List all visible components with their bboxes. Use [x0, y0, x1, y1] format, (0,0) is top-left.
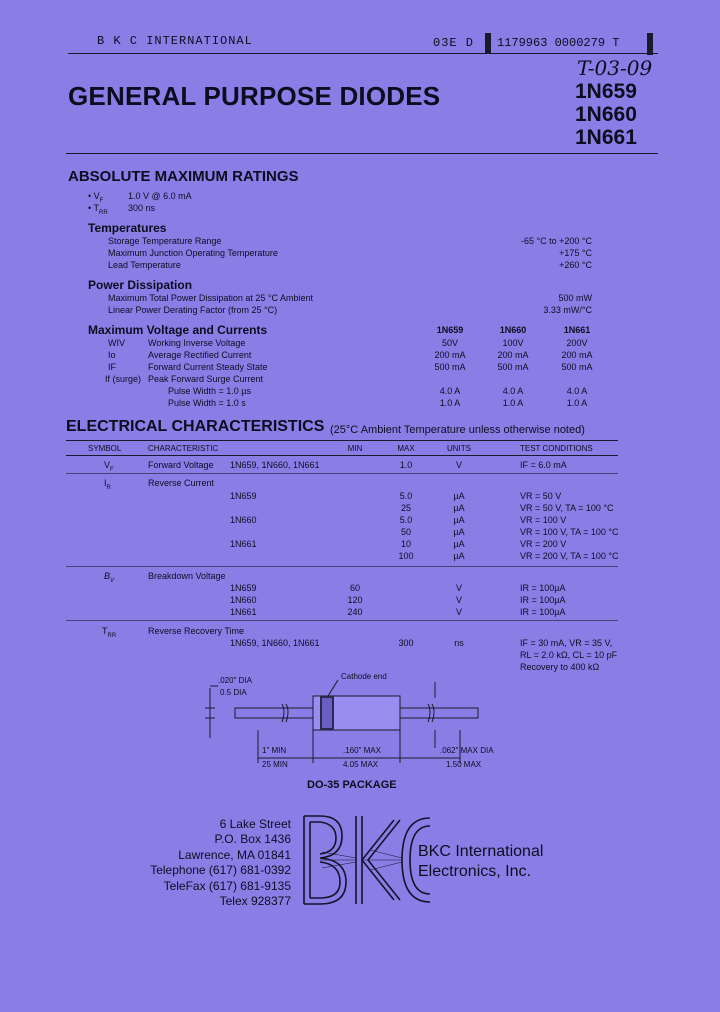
- temp-label-2: Maximum Junction Operating Temperature: [108, 248, 278, 258]
- ir-test: VR = 100 V, TA = 100 °C: [520, 527, 619, 537]
- company-line-2: Electronics, Inc.: [418, 863, 531, 880]
- ec-trr-units: ns: [454, 638, 464, 648]
- voltage-col-1: 1N659: [436, 325, 464, 335]
- temp-label-1: Storage Temperature Range: [108, 236, 222, 246]
- header-code: 03E D: [433, 36, 475, 50]
- trr-symbol: • $T_{RR}$: [88, 203, 108, 216]
- volt-v1-5: 4.0 A: [439, 386, 461, 396]
- col-units: UNITS: [447, 444, 471, 453]
- bv-min: 240: [347, 607, 363, 617]
- company-line-1: BKC International: [418, 843, 544, 860]
- ec-trr-label: Reverse Recovery Time: [148, 626, 245, 636]
- header-bar-1: [485, 33, 491, 53]
- ec-bv-sym: $B_V$: [104, 571, 115, 584]
- ir-units: µA: [453, 515, 465, 525]
- ec-rule-head: [66, 455, 618, 456]
- volt-v2-6: 1.0 A: [502, 398, 524, 408]
- ec-rule-3: [66, 620, 618, 621]
- dim-lead-len: 1" MIN: [262, 746, 287, 755]
- header-rule: [68, 53, 658, 54]
- bv-units: V: [455, 607, 462, 617]
- title-rule: [66, 153, 658, 154]
- ir-part: 1N660: [230, 515, 257, 525]
- volt-label-4: Peak Forward Surge Current: [148, 374, 264, 384]
- volt-label-6: Pulse Width = 1.0 s: [168, 398, 246, 408]
- power-heading: Power Dissipation: [88, 278, 193, 292]
- ir-part: 1N661: [230, 539, 257, 549]
- bv-part: 1N661: [230, 607, 257, 617]
- volt-sym-3: IF: [108, 362, 116, 372]
- ec-trr-test-3: Recovery to 400 kΩ: [520, 662, 600, 672]
- dim-lead-dia-mm: 0.5 DIA: [220, 688, 247, 697]
- voltage-col-2: 1N660: [499, 325, 527, 335]
- voltage-heading: Maximum Voltage and Currents: [88, 323, 268, 337]
- dim-lead-len-mm: 25 MIN: [262, 760, 288, 769]
- ec-trr-parts: 1N659, 1N660, 1N661: [230, 638, 320, 648]
- lead-right: [400, 708, 478, 718]
- bv-part: 1N659: [230, 583, 257, 593]
- volt-label-2: Average Rectified Current: [148, 350, 252, 360]
- ec-trr-max: 300: [398, 638, 414, 648]
- volt-v1-2: 200 mA: [434, 350, 466, 360]
- ir-max: 5.0: [399, 491, 413, 501]
- address-line-5: TeleFax (617) 681-9135: [163, 878, 291, 893]
- address-line-2: P.O. Box 1436: [214, 832, 291, 847]
- dim-body-len: .160" MAX: [343, 746, 381, 755]
- ec-vf-parts: 1N659, 1N660, 1N661: [230, 460, 320, 470]
- ec-trr-sym: $T_{RR}$: [102, 626, 117, 639]
- volt-v3-2: 200 mA: [561, 350, 593, 360]
- ir-max: 50: [400, 527, 411, 537]
- ec-ir-sym: $I_R$: [104, 478, 111, 491]
- vf-value: 1.0 V @ 6.0 mA: [128, 191, 192, 201]
- volt-v2-1: 100V: [502, 338, 524, 348]
- bv-test: IR = 100µA: [520, 595, 566, 605]
- ec-vf-test: IF = 6.0 mA: [520, 460, 567, 470]
- bkc-logo: [298, 812, 434, 908]
- handwritten-code: T-03-09: [577, 56, 653, 80]
- header-company: B K C INTERNATIONAL: [97, 34, 253, 48]
- power-label-2: Linear Power Derating Factor (from 25 °C): [108, 305, 278, 315]
- ir-max: 10: [400, 539, 411, 549]
- ec-vf-sym: $V_F$: [104, 460, 114, 473]
- ir-units: µA: [453, 539, 465, 549]
- package-caption: DO-35 PACKAGE: [307, 779, 397, 791]
- ec-heading: ELECTRICAL CHARACTERISTICS: [66, 418, 325, 435]
- bv-part: 1N660: [230, 595, 257, 605]
- bv-units: V: [455, 595, 462, 605]
- part-number-2: 1N660: [575, 103, 637, 126]
- ec-vf-label: Forward Voltage: [148, 460, 214, 470]
- temp-value-2: +175 °C: [559, 248, 592, 258]
- ec-rule-2: [66, 566, 618, 567]
- part-number-3: 1N661: [575, 126, 637, 149]
- bv-test: IR = 100µA: [520, 607, 566, 617]
- ir-units: µA: [453, 491, 465, 501]
- ir-units: µA: [453, 527, 465, 537]
- volt-v1-6: 1.0 A: [439, 398, 461, 408]
- volt-sym-2: Io: [108, 350, 116, 360]
- bv-min: 120: [347, 595, 363, 605]
- ir-test: VR = 200 V: [520, 539, 567, 549]
- ec-trr-test-1: IF = 30 mA, VR = 35 V,: [520, 638, 613, 648]
- power-label-1: Maximum Total Power Dissipation at 25 °C Ambient: [108, 293, 314, 303]
- ec-vf-max: 1.0: [399, 460, 413, 470]
- amr-heading: ABSOLUTE MAXIMUM RATINGS: [68, 168, 299, 185]
- temp-value-3: +260 °C: [559, 260, 592, 270]
- lead-left: [235, 708, 313, 718]
- volt-v1-3: 500 mA: [434, 362, 466, 372]
- ir-units: µA: [453, 551, 465, 561]
- ec-trr-test-2: RL = 2.0 kΩ, CL = 10 pF: [520, 650, 618, 660]
- cathode-label: Cathode end: [341, 672, 387, 681]
- address-line-6: Telex 928377: [219, 894, 291, 909]
- col-char: CHARACTERISTIC: [148, 444, 219, 453]
- volt-label-3: Forward Current Steady State: [148, 362, 268, 372]
- power-value-1: 500 mW: [558, 293, 592, 303]
- volt-label-5: Pulse Width = 1.0 µs: [168, 386, 251, 396]
- volt-v3-6: 1.0 A: [566, 398, 588, 408]
- ec-ir-label: Reverse Current: [148, 478, 215, 488]
- address-block: [130, 817, 291, 909]
- volt-v3-3: 500 mA: [561, 362, 593, 372]
- col-max: MAX: [397, 444, 415, 453]
- volt-v3-1: 200V: [566, 338, 588, 348]
- ir-max: 5.0: [399, 515, 413, 525]
- volt-sym-1: WIV: [108, 338, 125, 348]
- ec-rule-1: [66, 473, 618, 474]
- ir-max: 100: [398, 551, 414, 561]
- col-symbol: SYMBOL: [88, 444, 122, 453]
- dim-body-len-mm: 4.05 MAX: [343, 760, 379, 769]
- dim-body-dia: .062" MAX DIA: [440, 746, 494, 755]
- part-number-1: 1N659: [575, 80, 637, 103]
- ir-test: VR = 50 V: [520, 491, 562, 501]
- ir-part: 1N659: [230, 491, 257, 501]
- company-block: [418, 842, 543, 882]
- volt-v2-2: 200 mA: [497, 350, 529, 360]
- volt-v2-5: 4.0 A: [502, 386, 524, 396]
- col-test: TEST CONDITIONS: [520, 444, 593, 453]
- volt-label-1: Working Inverse Voltage: [148, 338, 246, 348]
- ir-test: VR = 100 V: [520, 515, 567, 525]
- ir-test: VR = 50 V, TA = 100 °C: [520, 503, 614, 513]
- ir-test: VR = 200 V, TA = 100 °C: [520, 551, 619, 561]
- bv-test: IR = 100µA: [520, 583, 566, 593]
- ec-bv-label: Breakdown Voltage: [148, 571, 226, 581]
- bv-min: 60: [349, 583, 360, 593]
- vf-symbol: • $V_F$: [88, 191, 104, 204]
- dim-lead-dia: .020" DIA: [218, 676, 252, 685]
- address-line-1: 6 Lake Street: [219, 817, 291, 831]
- header-docnum: 1179963 0000279 T: [497, 36, 620, 50]
- voltage-col-3: 1N661: [563, 325, 591, 335]
- page-title: GENERAL PURPOSE DIODES: [68, 81, 441, 111]
- trr-value: 300 ns: [128, 203, 156, 213]
- temp-label-3: Lead Temperature: [108, 260, 181, 270]
- temperatures-heading: Temperatures: [88, 221, 167, 235]
- volt-v2-3: 500 mA: [497, 362, 529, 372]
- volt-sym-4: If (surge): [105, 374, 142, 384]
- ec-vf-units: V: [455, 460, 462, 470]
- address-line-4: Telephone (617) 681-0392: [150, 863, 291, 878]
- bv-units: V: [455, 583, 462, 593]
- dim-body-dia-mm: 1.50 MAX: [446, 760, 482, 769]
- temp-value-1: -65 °C to +200 °C: [521, 236, 592, 246]
- ec-rule-top: [66, 440, 618, 441]
- address-line-3: Lawrence, MA 01841: [178, 847, 291, 862]
- ec-subheading: (25°C Ambient Temperature unless otherwise noted): [330, 424, 585, 436]
- header-bar-2: [647, 33, 653, 55]
- ir-units: µA: [453, 503, 465, 513]
- col-min: MIN: [347, 444, 363, 453]
- volt-v3-5: 4.0 A: [566, 386, 588, 396]
- ir-max: 25: [400, 503, 411, 513]
- volt-v1-1: 50V: [441, 338, 458, 348]
- power-value-2: 3.33 mW/°C: [543, 305, 592, 315]
